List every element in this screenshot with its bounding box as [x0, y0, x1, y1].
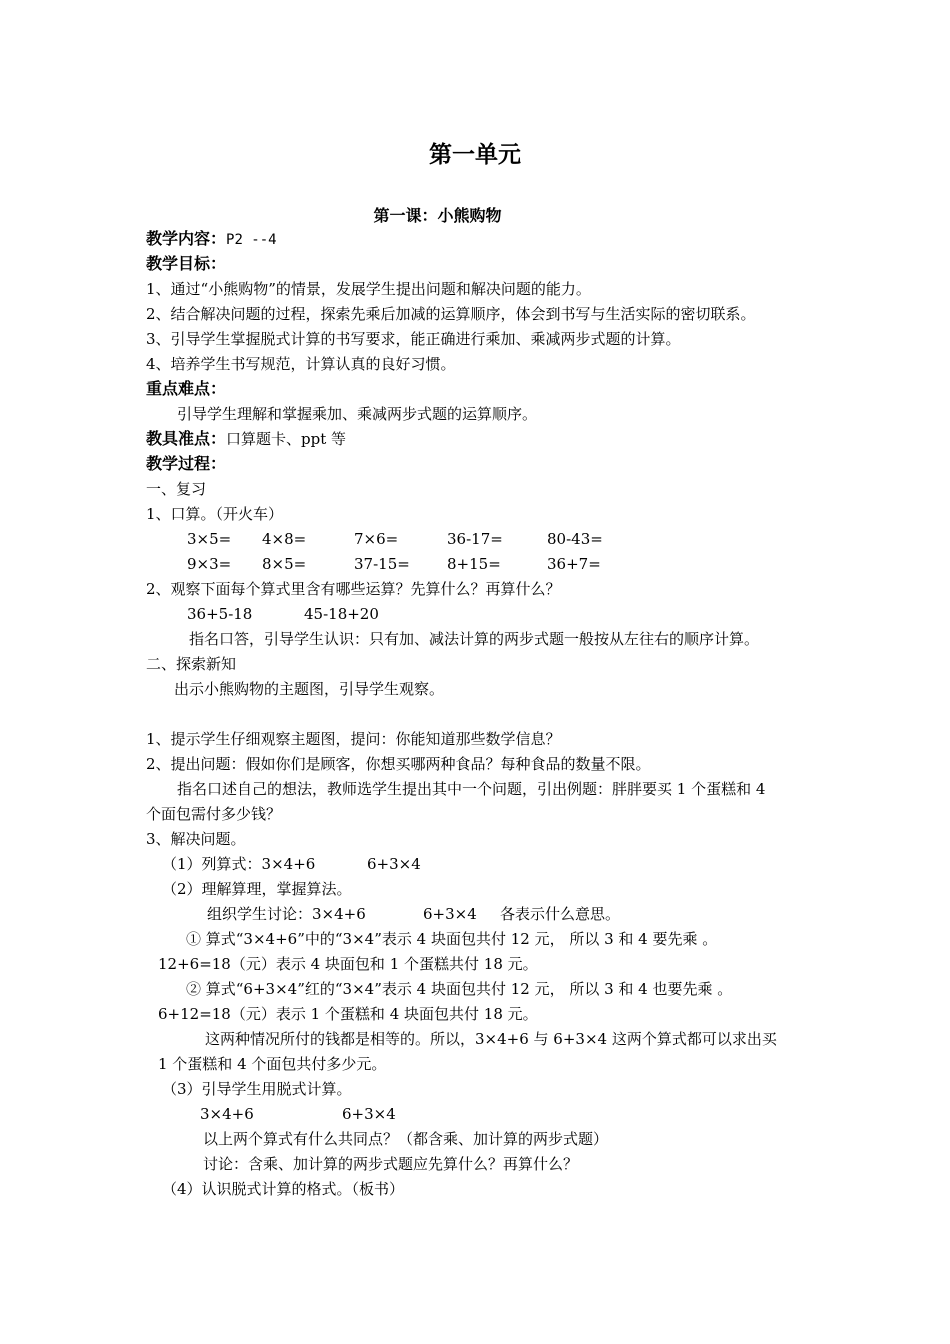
- question-2-detail-cont: 个面包需付多少钱？: [146, 805, 282, 823]
- oral-item: 36-17=: [447, 530, 503, 548]
- step-2-discuss-end: 各表示什么意思。: [500, 905, 621, 923]
- step-2-discuss: 组织学生讨论：3×4+6: [207, 905, 366, 923]
- content-line: [146, 229, 277, 250]
- oral-item: 8+15=: [447, 555, 501, 573]
- step-4-label: （4）认识脱式计算的格式。（板书）: [162, 1180, 405, 1198]
- tools-line: [146, 429, 346, 449]
- question-2: 2、提出问题：假如你们是顾客，你想买哪两种食品？每种食品的数量不限。: [146, 755, 651, 773]
- explore-heading: 二、探索新知: [146, 655, 237, 673]
- step-3-label: （3）引导学生用脱式计算。: [162, 1080, 352, 1098]
- step-3-expr-1: 3×4+6: [200, 1105, 254, 1123]
- question-2-detail: 指名口述自己的想法，教师选学生提出其中一个问题，引出例题：胖胖要买 1 个蛋糕和 4: [177, 780, 766, 798]
- review-heading: 一、复习: [146, 480, 207, 498]
- observe-answer: 指名口答，引导学生认识：只有加、减法计算的两步式题一般按从左往右的顺序计算。: [189, 630, 760, 648]
- step-2-discuss-expr: 6+3×4: [423, 905, 477, 923]
- step-1-label: （1）列算式：3×4+6: [162, 855, 316, 873]
- question-1: 1、提示学生仔细观察主题图，提问：你能知道那些数学信息？: [146, 730, 561, 748]
- step-1-expr-2: 6+3×4: [367, 855, 421, 873]
- oral-item: 36+7=: [547, 555, 601, 573]
- step-3-expr-2: 6+3×4: [342, 1105, 396, 1123]
- tools-value: 口算题卡、ppt 等: [226, 430, 347, 448]
- case-1-line-1: ① 算式“3×4+6”中的“3×4”表示 4 块面包共付 12 元， 所以 3 和 4 要先乘 。: [186, 930, 718, 948]
- oral-calc-heading: 1、口算。（开火车）: [146, 505, 284, 523]
- lesson-title: 第一课：小熊购物: [373, 206, 502, 225]
- observe-question: 2、观察下面每个算式里含有哪些运算？先算什么？再算什么？: [146, 580, 561, 598]
- oral-item: 37-15=: [354, 555, 410, 573]
- goal-item-2: 2、结合解决问题的过程，探索先乘后加减的运算顺序，体会到书写与生活实际的密切联系。: [146, 305, 756, 323]
- oral-item: 9×3=: [187, 555, 232, 573]
- step-3-discuss: 讨论：含乘、加计算的两步式题应先算什么？再算什么？: [203, 1155, 579, 1173]
- goal-item-4: 4、培养学生书写规范，计算认真的良好习惯。: [146, 355, 456, 373]
- unit-title: 第一单元: [429, 142, 521, 168]
- equal-conclusion-cont: 1 个蛋糕和 4 个面包共付多少元。: [158, 1055, 387, 1073]
- case-2-line-2: 6+12=18（元）表示 1 个蛋糕和 4 块面包共付 18 元。: [158, 1005, 538, 1023]
- oral-item: 7×6=: [354, 530, 399, 548]
- key-points-text: 引导学生理解和掌握乘加、乘减两步式题的运算顺序。: [177, 405, 538, 423]
- case-2-line-1: ② 算式“6+3×4”红的“3×4”表示 4 块面包共付 12 元， 所以 3 和 4 也要先乘 。: [186, 980, 733, 998]
- oral-item: 4×8=: [262, 530, 307, 548]
- goals-label: 教学目标：: [146, 254, 227, 273]
- equal-conclusion: 这两种情况所付的钱都是相等的。所以，3×4+6 与 6+3×4 这两个算式都可以求出买: [205, 1030, 777, 1048]
- step-3-common: 以上两个算式有什么共同点？（都含乘、加计算的两步式题）: [203, 1130, 609, 1148]
- question-3: 3、解决问题。: [146, 830, 246, 848]
- oral-item: 8×5=: [262, 555, 307, 573]
- show-picture-text: 出示小熊购物的主题图，引导学生观察。: [174, 680, 445, 698]
- process-label: 教学过程：: [146, 454, 227, 473]
- step-2-label: （2）理解算理，掌握算法。: [162, 880, 352, 898]
- case-1-line-2: 12+6=18（元）表示 4 块面包和 1 个蛋糕共付 18 元。: [158, 955, 538, 973]
- observe-expr-2: 45-18+20: [304, 605, 379, 623]
- oral-item: 3×5=: [187, 530, 232, 548]
- tools-label: 教具准点：: [146, 429, 227, 448]
- content-label: 教学内容：: [146, 229, 227, 248]
- key-points-label: 重点难点：: [146, 379, 227, 398]
- oral-item: 80-43=: [547, 530, 603, 548]
- goal-item-3: 3、引导学生掌握脱式计算的书写要求，能正确进行乘加、乘减两步式题的计算。: [146, 330, 681, 348]
- observe-expr-1: 36+5-18: [187, 605, 253, 623]
- content-value: P2 --4: [226, 232, 277, 248]
- goal-item-1: 1、通过“小熊购物”的情景，发展学生提出问题和解决问题的能力。: [146, 280, 591, 298]
